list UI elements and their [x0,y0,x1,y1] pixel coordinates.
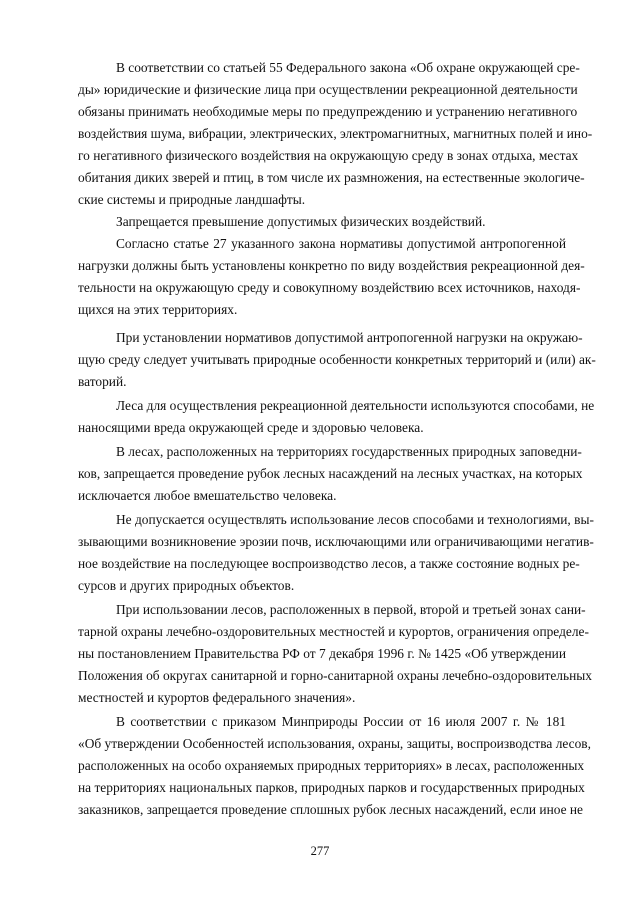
text-line: ное воздействие на последующее воспроизводство лесов, а также состояние водных ре- [78,556,580,571]
text-line: зывающими возникновение эрозии почв, исключающими или ограничивающими негатив- [78,534,594,549]
text-line: «Об утверждении Особенностей использования, охраны, защиты, воспроизводства лесов, [78,736,591,751]
text-line: сурсов и других природных объектов. [78,578,295,593]
text-line: ды» юридические и физические лица при осуществлении рекреационной деятельности [78,82,578,97]
text-line: Запрещается превышение допустимых физических воздействий. [116,214,486,229]
text-line: ны постановлением Правительства РФ от 7 декабря 1996 г. № 1425 «Об утверждении [78,646,566,661]
text-line: наносящими вреда окружающей среде и здоровью человека. [78,420,424,435]
text-line: В соответствии с приказом Минприроды России от 16 июля 2007 г. № 181 [116,714,566,729]
text-line: обязаны принимать необходимые меры по предупреждению и устранению негативного [78,104,578,119]
text-line: ские системы и природные ландшафты. [78,192,306,207]
text-line: щую среду следует учитывать природные особенности конкретных территорий и (или) ак- [78,352,596,367]
text-line: на территориях национальных парков, природных парков и государственных природных [78,780,585,795]
text-line: тельности на окружающую среду и совокупному воздействию всех источников, находя- [78,280,581,295]
text-line: го негативного физического воздействия на окружающую среду в зонах отдыха, местах [78,148,579,163]
text-line: нагрузки должны быть установлены конкретно по виду воздействия рекреационной дея- [78,258,585,273]
text-line: щихся на этих территориях. [78,302,238,317]
page-number: 277 [310,844,330,858]
text-line: ков, запрещается проведение рубок лесных насаждений на лесных участках, на которых [78,466,583,481]
text-line: исключается любое вмешательство человека. [78,488,337,503]
text-line: Положения об округах санитарной и горно-санитарной охраны лечебно-оздоровительных [78,668,592,683]
text-line: Не допускается осуществлять использование лесов способами и технологиями, вы- [116,512,594,527]
text-line: При использовании лесов, расположенных в первой, второй и третьей зонах сани- [116,602,586,617]
text-line: При установлении нормативов допустимой антропогенной нагрузки на окружаю- [116,330,583,345]
text-line: Леса для осуществления рекреационной деятельности используются способами, не [116,398,595,413]
text-line: В лесах, расположенных на территориях государственных природных заповедни- [116,444,582,459]
text-line: обитания диких зверей и птиц, в том числе их размножения, на естественные экологиче- [78,170,585,185]
text-line: воздействия шума, вибрации, электрических, электромагнитных, магнитных полей и ино- [78,126,593,141]
text-line: расположенных на особо охраняемых природных территориях» в лесах, расположенных [78,758,585,773]
text-line: местностей и курортов федерального значения». [78,690,356,705]
text-line: заказников, запрещается проведение сплошных рубок лесных насаждений, если иное не [78,802,583,817]
text-line: Согласно статье 27 указанного закона нормативы допустимой антропогенной [116,236,566,251]
text-line: ваторий. [78,374,127,389]
text-line: тарной охраны лечебно-оздоровительных местностей и курортов, ограничения определе- [78,624,589,639]
text-line: В соответствии со статьей 55 Федерального закона «Об охране окружающей сре- [116,60,580,75]
